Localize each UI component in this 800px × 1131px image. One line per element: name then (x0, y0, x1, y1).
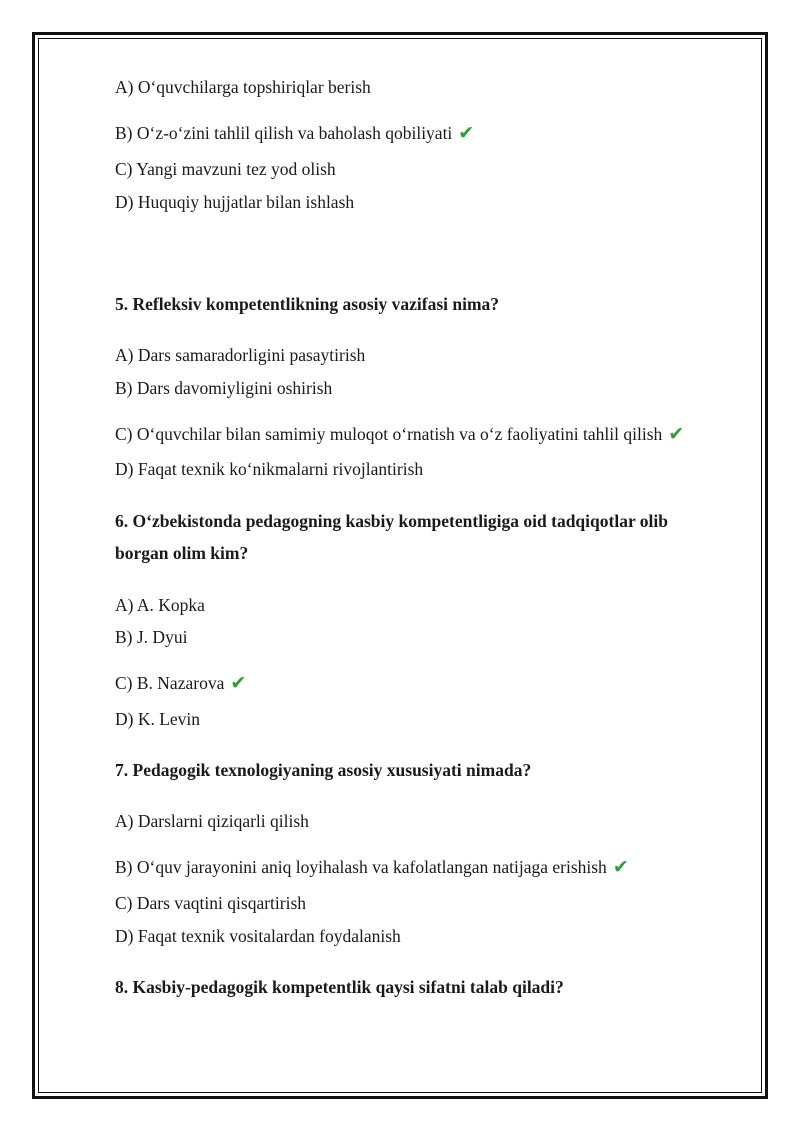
answer-option (115, 626, 187, 648)
checkmark-icon: ✔ (612, 856, 629, 878)
answer-option (115, 423, 684, 445)
answer-label: A) A. Kopka (115, 595, 205, 615)
answer-label: A) O‘quvchilarga topshiriqlar berish (115, 77, 371, 97)
question-label: 5. Refleksiv kompetentlikning asosiy vazifasi nima? (115, 294, 500, 314)
answer-label: D) Faqat texnik vositalardan foydalanish (115, 926, 401, 946)
answer-option (115, 594, 205, 616)
answer-option (115, 344, 365, 366)
question-text (115, 510, 668, 532)
answer-option (115, 191, 354, 213)
answer-option (115, 672, 246, 694)
question-label: 7. Pedagogik texnologiyaning asosiy xususiyati nimada? (115, 760, 532, 780)
question-text (115, 293, 499, 315)
answer-option (115, 377, 332, 399)
answer-label: C) Dars vaqtini qisqartirish (115, 893, 307, 913)
checkmark-icon: ✔ (668, 423, 685, 445)
answer-label: B) O‘z-o‘zini tahlil qilish va baholash qobiliyati (115, 123, 453, 143)
answer-option (115, 925, 401, 947)
answer-option (115, 892, 306, 914)
answer-label: C) Yangi mavzuni tez yod olish (115, 159, 336, 179)
answer-option (115, 856, 629, 878)
question-text (115, 976, 564, 998)
question-text (115, 542, 248, 564)
answer-label: C) B. Nazarova (115, 673, 225, 693)
answer-label: B) Dars davomiyligini oshirish (115, 378, 333, 398)
answer-option (115, 76, 371, 98)
answer-option (115, 458, 423, 480)
answer-option (115, 708, 200, 730)
question-label: borgan olim kim? (115, 543, 249, 563)
answer-label: A) Darslarni qiziqarli qilish (115, 811, 309, 831)
question-label: 8. Kasbiy-pedagogik kompetentlik qaysi sifatni talab qiladi? (115, 977, 564, 997)
answer-label: A) Dars samaradorligini pasaytirish (115, 345, 366, 365)
checkmark-icon: ✔ (230, 672, 247, 694)
answer-label: B) O‘quv jarayonini aniq loyihalash va kafolatlangan natijaga erishish (115, 857, 607, 877)
question-text (115, 759, 531, 781)
answer-option (115, 158, 336, 180)
answer-option (115, 810, 309, 832)
checkmark-icon: ✔ (458, 122, 475, 144)
question-label: 6. O‘zbekistonda pedagogning kasbiy kompetentligiga oid tadqiqotlar olib (115, 511, 668, 531)
answer-label: B) J. Dyui (115, 627, 188, 647)
answer-label: D) Huquqiy hujjatlar bilan ishlash (115, 192, 355, 212)
answer-option (115, 122, 474, 144)
answer-label: D) Faqat texnik ko‘nikmalarni rivojlantirish (115, 459, 424, 479)
answer-label: D) K. Levin (115, 709, 201, 729)
answer-label: C) O‘quvchilar bilan samimiy muloqot o‘rnatish va o‘z faoliyatini tahlil qilish (115, 424, 663, 444)
